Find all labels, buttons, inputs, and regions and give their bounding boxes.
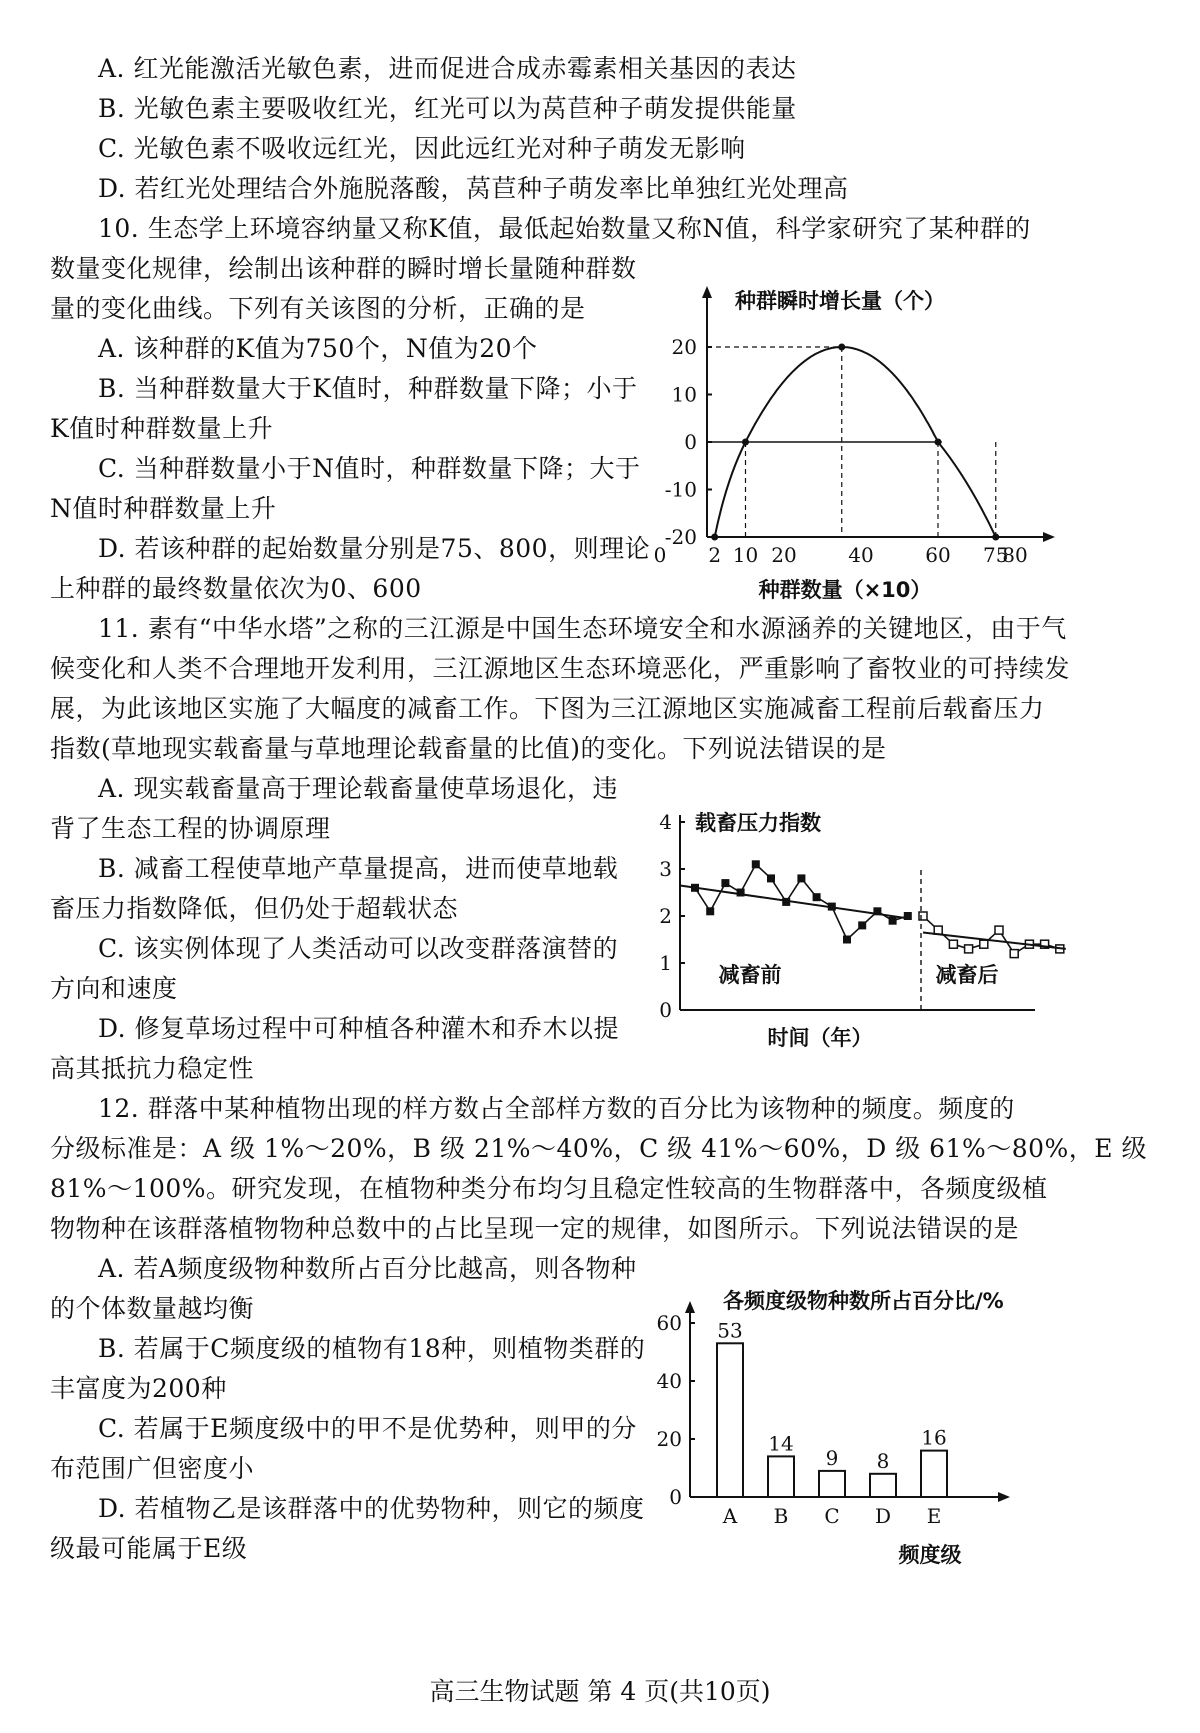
x-axis-arrow bbox=[1043, 532, 1055, 542]
x-tick-label: 2 bbox=[708, 543, 722, 567]
y-tick-label: -20 bbox=[664, 525, 697, 549]
text-line: 丰富度为200种 bbox=[50, 1374, 227, 1403]
text-line: 级最可能属于E级 bbox=[50, 1534, 248, 1563]
data-point-after bbox=[1010, 950, 1018, 958]
x-category-label: B bbox=[773, 1504, 789, 1528]
data-point-before bbox=[797, 874, 805, 882]
text-line: 10. 生态学上环境容纳量又称K值，最低起始数量又称N值，科学家研究了某种群的 bbox=[98, 214, 1031, 243]
text-line: 畜压力指数降低，但仍处于超载状态 bbox=[50, 894, 459, 923]
chart-title: 各频度级物种数所占百分比/% bbox=[723, 1289, 1004, 1313]
text-line: D. 若红光处理结合外施脱落酸，莴苣种子萌发率比单独红光处理高 bbox=[98, 174, 849, 203]
text-line: 背了生态工程的协调原理 bbox=[50, 814, 331, 843]
bar-C bbox=[819, 1471, 845, 1497]
bar-value-label: 16 bbox=[921, 1425, 947, 1450]
x-category-label: D bbox=[874, 1504, 892, 1528]
y-tick-label: 3 bbox=[659, 857, 672, 881]
grazing-pressure-figure bbox=[655, 805, 1055, 1055]
frequency-class-chart bbox=[655, 1285, 1055, 1575]
text-line: 81%～100%。研究发现，在植物种类分布均匀且稳定性较高的生物群落中，各频度级植 bbox=[50, 1174, 1048, 1203]
text-line: 的个体数量越均衡 bbox=[50, 1294, 255, 1323]
text-line: 12. 群落中某种植物出现的样方数占全部样方数的百分比为该物种的频度。频度的 bbox=[98, 1094, 1015, 1123]
text-line: B. 光敏色素主要吸收红光，红光可以为莴苣种子萌发提供能量 bbox=[98, 94, 797, 123]
y-tick-label: 0 bbox=[659, 998, 672, 1022]
text-line: C. 该实例体现了人类活动可以改变群落演替的 bbox=[98, 934, 619, 963]
text-line: 方向和速度 bbox=[50, 974, 178, 1003]
data-point-after bbox=[995, 926, 1003, 934]
chart-title: 种群瞬时增长量（个） bbox=[735, 289, 945, 313]
data-point-before bbox=[752, 860, 760, 868]
y-axis-arrow bbox=[685, 1301, 695, 1313]
text-line: N值时种群数量上升 bbox=[50, 494, 277, 523]
curve-left-segment bbox=[715, 442, 746, 537]
text-line: 布范围广但密度小 bbox=[50, 1454, 255, 1483]
bar-B bbox=[768, 1456, 794, 1497]
text-line: B. 若属于C频度级的植物有18种，则植物类群的 bbox=[98, 1334, 646, 1363]
y-tick-label: -10 bbox=[664, 477, 697, 502]
y-tick-label: 60 bbox=[656, 1311, 682, 1335]
curve-point bbox=[935, 439, 942, 446]
growth-curve-chart bbox=[655, 290, 1055, 610]
bar-A bbox=[717, 1343, 743, 1497]
y-tick-label: 20 bbox=[671, 335, 697, 359]
page-footer: 高三生物试题 第 4 页(共10页) bbox=[429, 1677, 771, 1706]
x-tick-label: 10 bbox=[732, 543, 759, 567]
curve-point bbox=[711, 534, 718, 541]
region-label-after: 减畜后 bbox=[935, 963, 999, 987]
text-line: 上种群的最终数量依次为0、600 bbox=[50, 574, 422, 603]
text-line: A. 该种群的K值为750个，N值为20个 bbox=[98, 334, 538, 363]
frequency-class-figure bbox=[655, 1285, 1055, 1575]
x-tick-label: 20 bbox=[771, 543, 797, 567]
curve-right-segment bbox=[938, 442, 996, 537]
bar-value-label: 8 bbox=[876, 1448, 890, 1473]
text-line: A. 红光能激活光敏色素，进而促进合成赤霉素相关基因的表达 bbox=[98, 54, 797, 83]
x-tick-label: 0 bbox=[653, 543, 667, 567]
y-tick-label: 0 bbox=[669, 1485, 682, 1509]
y-tick-label: 4 bbox=[659, 810, 672, 834]
data-point-before bbox=[889, 917, 897, 925]
x-category-label: C bbox=[824, 1504, 840, 1528]
y-tick-label: 40 bbox=[656, 1369, 682, 1393]
text-line: C. 当种群数量小于N值时，种群数量下降；大于 bbox=[98, 454, 641, 483]
y-tick-label: 1 bbox=[659, 951, 672, 975]
text-line: 指数(草地现实载畜量与草地理论载畜量的比值)的变化。下列说法错误的是 bbox=[50, 734, 887, 763]
y-tick-label: 20 bbox=[656, 1427, 682, 1451]
curve-point bbox=[742, 439, 749, 446]
text-line: 高其抵抗力稳定性 bbox=[50, 1054, 255, 1083]
data-point-before bbox=[813, 893, 821, 901]
x-category-label: E bbox=[926, 1504, 942, 1528]
x-tick-label: 60 bbox=[925, 543, 951, 567]
text-line: 11. 素有“中华水塔”之称的三江源是中国生态环境安全和水源涵养的关键地区，由于气 bbox=[98, 614, 1067, 643]
data-point-after bbox=[965, 945, 973, 953]
text-line: C. 若属于E频度级中的甲不是优势种，则甲的分 bbox=[98, 1414, 637, 1443]
region-label-before: 减畜前 bbox=[718, 963, 782, 987]
bar-E bbox=[921, 1451, 947, 1497]
growth-curve-figure bbox=[655, 290, 1055, 610]
bar-value-label: 14 bbox=[768, 1431, 794, 1456]
data-point-before bbox=[858, 921, 866, 929]
text-line: 物物种在该群落植物物种总数中的占比呈现一定的规律，如图所示。下列说法错误的是 bbox=[50, 1214, 1020, 1243]
y-tick-label: 0 bbox=[684, 430, 697, 454]
text-line: 展，为此该地区实施了大幅度的减畜工作。下图为三江源地区实施减畜工程前后载畜压力 bbox=[50, 694, 1045, 723]
text-line: B. 当种群数量大于K值时，种群数量下降；小于 bbox=[98, 374, 638, 403]
x-axis-label: 时间（年） bbox=[767, 1026, 873, 1050]
x-axis-arrow bbox=[998, 1492, 1010, 1502]
text-line: B. 减畜工程使草地产草量提高，进而使草地载 bbox=[98, 854, 619, 883]
data-point-before bbox=[767, 874, 775, 882]
x-axis-label: 种群数量（×10） bbox=[758, 578, 932, 602]
text-line: A. 现实载畜量高于理论载畜量使草场退化，违 bbox=[98, 774, 618, 803]
text-line: 候变化和人类不合理地开发利用，三江源地区生态环境恶化，严重影响了畜牧业的可持续发 bbox=[50, 654, 1071, 683]
data-point-before bbox=[721, 879, 729, 887]
data-point-after bbox=[919, 912, 927, 920]
text-line: 分级标准是：A 级 1%～20%，B 级 21%～40%，C 级 41%～60%，D 级 61%～80%，E 级 bbox=[50, 1134, 1147, 1163]
data-point-after bbox=[980, 940, 988, 948]
text-line: D. 修复草场过程中可种植各种灌木和乔木以提 bbox=[98, 1014, 620, 1043]
data-point-after bbox=[949, 940, 957, 948]
text-line: K值时种群数量上升 bbox=[50, 414, 274, 443]
x-tick-label: 40 bbox=[848, 543, 874, 567]
x-tick-label: 80 bbox=[1002, 543, 1028, 567]
text-line: A. 若A频度级物种数所占百分比越高，则各物种 bbox=[98, 1254, 637, 1283]
x-axis-label: 频度级 bbox=[898, 1543, 962, 1567]
curve-point bbox=[992, 534, 999, 541]
text-line: D. 若该种群的起始数量分别是75、800，则理论 bbox=[98, 534, 651, 563]
grazing-pressure-chart bbox=[655, 805, 1055, 1055]
text-line: 数量变化规律，绘制出该种群的瞬时增长量随种群数 bbox=[50, 254, 637, 283]
x-category-label: A bbox=[722, 1504, 738, 1528]
y-tick-label: 2 bbox=[659, 904, 672, 928]
text-line: D. 若植物乙是该群落中的优势物种，则它的频度 bbox=[98, 1494, 645, 1523]
x-tick-label: 75 bbox=[983, 543, 1009, 567]
bar-value-label: 53 bbox=[717, 1318, 743, 1343]
data-point-before bbox=[706, 907, 714, 915]
curve-point bbox=[838, 344, 845, 351]
text-line: C. 光敏色素不吸收远红光，因此远红光对种子萌发无影响 bbox=[98, 134, 746, 163]
text-line: 量的变化曲线。下列有关该图的分析，正确的是 bbox=[50, 294, 586, 323]
chart-title: 载畜压力指数 bbox=[695, 811, 821, 835]
bar-value-label: 9 bbox=[825, 1445, 839, 1470]
bar-D bbox=[870, 1474, 896, 1497]
y-tick-label: 10 bbox=[671, 382, 697, 407]
data-point-before bbox=[843, 936, 851, 944]
y-axis-arrow bbox=[702, 286, 712, 298]
